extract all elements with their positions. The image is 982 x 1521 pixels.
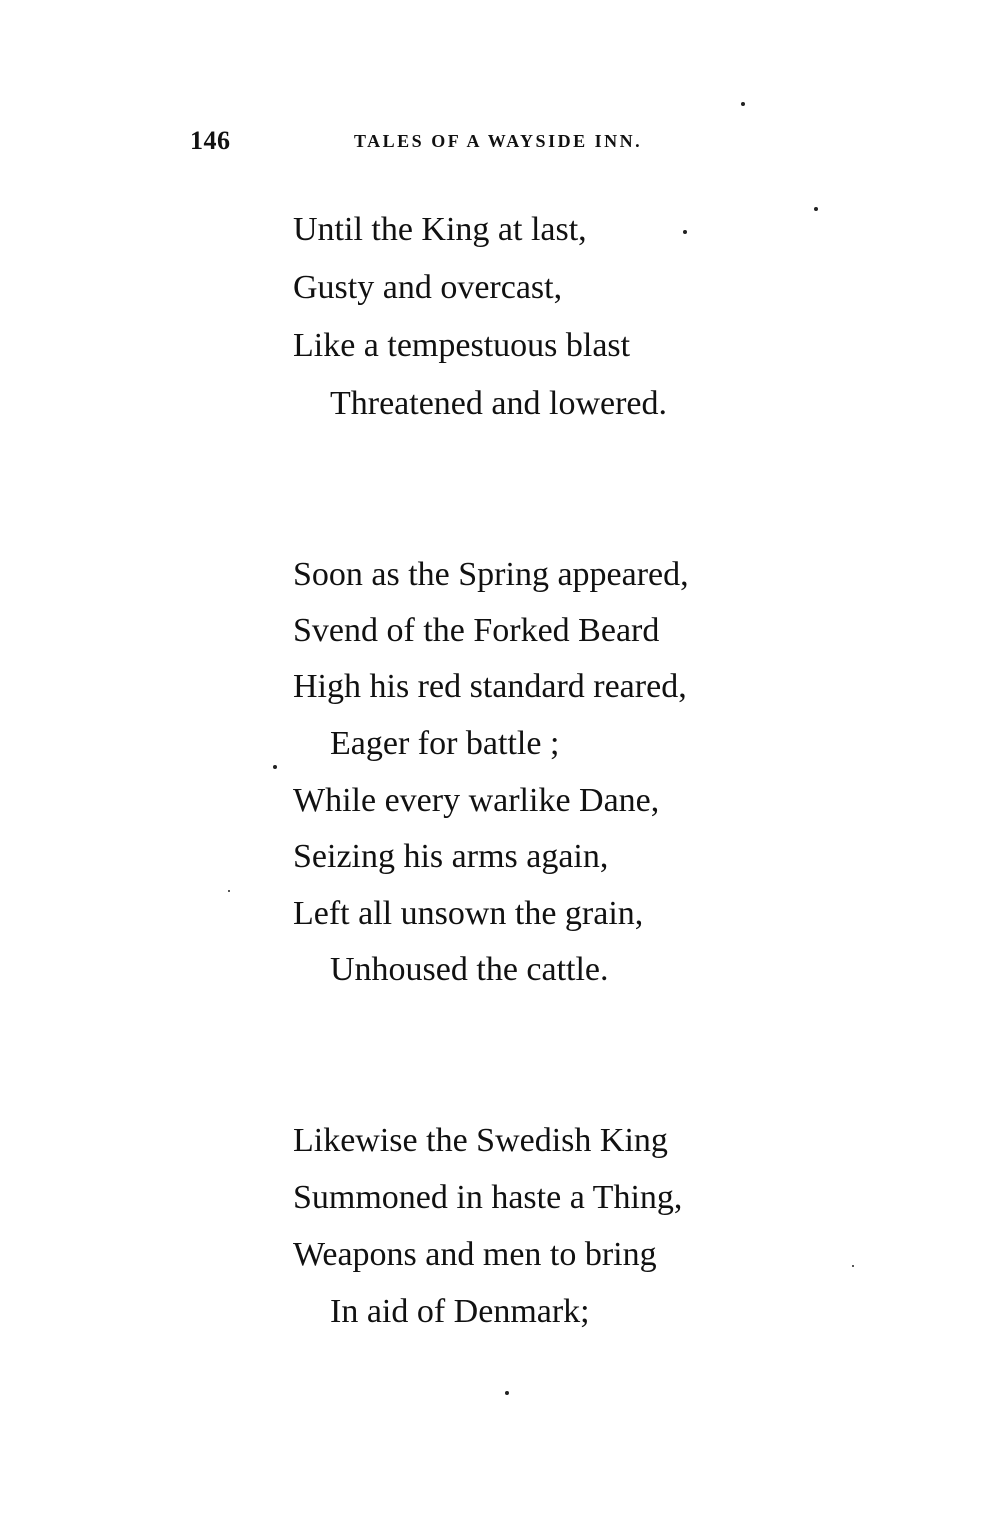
scan-speck	[683, 230, 687, 234]
poem-line: While every warlike Dane,	[293, 782, 660, 819]
poem-line: Left all unsown the grain,	[293, 895, 644, 932]
poem-line: Summoned in haste a Thing,	[293, 1179, 683, 1216]
poem-line: Like a tempestuous blast	[293, 327, 631, 364]
scan-speck	[273, 765, 277, 769]
poem-line: Unhoused the cattle.	[330, 951, 609, 988]
scan-speck	[852, 1265, 854, 1267]
poem-line: Gusty and overcast,	[293, 269, 563, 306]
poem-line: Svend of the Forked Beard	[293, 612, 660, 649]
poem-line: High his red standard reared,	[293, 668, 687, 705]
poem-line: In aid of Denmark;	[330, 1293, 590, 1330]
poem-line: Until the King at last,	[293, 211, 587, 248]
running-title: TALES OF A WAYSIDE INN.	[354, 131, 643, 151]
poem-line: Weapons and men to bring	[293, 1236, 657, 1273]
page-number: 146	[190, 126, 231, 155]
poem-line: Soon as the Spring appeared,	[293, 556, 689, 593]
poem-line: Seizing his arms again,	[293, 838, 609, 875]
poem-line: Threatened and lowered.	[330, 385, 667, 422]
poem-line: Eager for battle ;	[330, 725, 560, 762]
poem-line: Likewise the Swedish King	[293, 1122, 668, 1159]
scan-speck	[741, 102, 745, 106]
scan-speck	[505, 1391, 509, 1395]
scan-speck	[228, 890, 230, 892]
scan-speck	[814, 207, 818, 211]
